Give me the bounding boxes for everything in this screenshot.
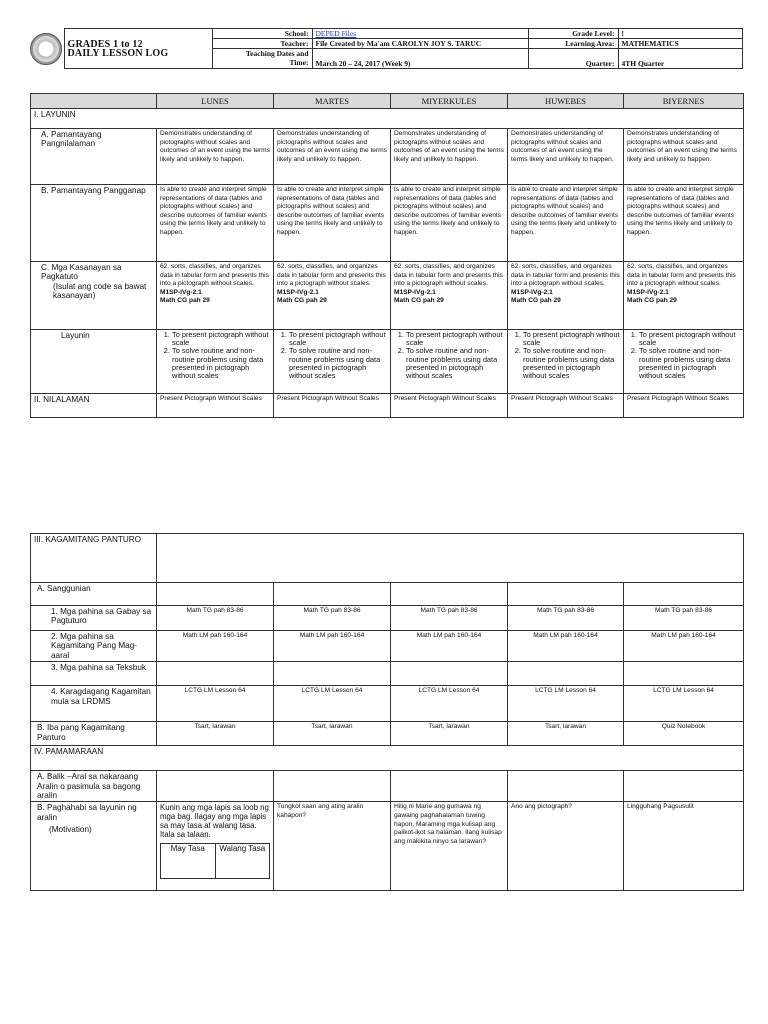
school-link[interactable]: DEPED Files: [315, 29, 357, 38]
grade-label: Grade Level:: [528, 29, 618, 39]
objectives-cell: [624, 330, 744, 394]
tally-col-may-tasa: May Tasa: [161, 844, 216, 879]
content-cell: Demonstrates understanding of pictographs without scales and outcomes of an event using the terms likely and unlikely to happen.: [391, 129, 508, 185]
day-header: LUNES: [157, 94, 274, 109]
content-cell: [624, 262, 744, 330]
competency-ref: Math CG pah 29: [627, 297, 677, 305]
content-cell: Present Pictograph Without Scales: [157, 394, 274, 418]
content-cell: Present Pictograph Without Scales: [391, 394, 508, 418]
area-label: Learning Area:: [528, 39, 618, 49]
content-cell: LCTG LM Lesson 64: [391, 686, 508, 722]
teacher-value: File Created by Ma'am CAROLYN JOY S. TARUC: [312, 39, 528, 49]
motivation-text: Kunin ang mga lapis sa loob ng mga bag. Ilagay ang mga lapis sa may tasa at walang tasa. Itala sa talaan.: [160, 803, 269, 840]
grade-value: I: [618, 29, 742, 39]
objectives-cell: [508, 330, 624, 394]
content-cell: LCTG LM Lesson 64: [508, 686, 624, 722]
content-cell: Math TG pah 83-86: [391, 606, 508, 631]
row-label-pamantayang-pangnilalaman: A. Pamantayang Pangnilalaman: [31, 129, 157, 185]
empty-cell: [391, 583, 508, 606]
empty-cell: [157, 583, 274, 606]
days-header-row: [31, 94, 744, 109]
content-cell: LCTG LM Lesson 64: [274, 686, 391, 722]
content-cell: Demonstrates understanding of pictographs without scales and outcomes of an event using the terms likely and unlikely to happen.: [624, 129, 744, 185]
quarter-value: 4TH Quarter: [618, 49, 742, 69]
objective-2: 2. To solve routine and non-routine problems using data presented in pictograph without scales: [639, 347, 740, 380]
row-label-sanggunian: A. Sanggunian: [31, 583, 157, 606]
content-cell: Present Pictograph Without Scales: [508, 394, 624, 418]
quarter-label: Quarter:: [528, 49, 618, 69]
competency-code: M1SP-IVg-2.1: [627, 288, 669, 296]
competency-text: 62. sorts, classifies, and organizes data in tabular form and presents this into a pictograph without scales.: [511, 263, 620, 288]
objective-1: 1. To present pictograph without scale: [406, 331, 504, 347]
competency-code: M1SP-IVg-2.1: [394, 288, 436, 296]
content-cell: Is able to create and interpret simple representations of data (tables and pictographs without scales) and describe outcomes of familiar events using the terms likely and unlikely to happen.: [157, 185, 274, 262]
deped-seal-logo: [30, 33, 62, 65]
content-cell: Tsart, larawan: [508, 722, 624, 746]
corner-cell: [31, 94, 157, 109]
content-cell: Math LM pah 160-164: [391, 631, 508, 662]
content-cell: Is able to create and interpret simple representations of data (tables and pictographs without scales) and describe outcomes of familiar events using the terms likely and unlikely to happen.: [274, 185, 391, 262]
header-table: [30, 28, 743, 69]
competency-text: 62. sorts, classifies, and organizes data in tabular form and presents this into a pictograph without scales.: [394, 263, 503, 288]
section-layunin-title: I. LAYUNIN: [31, 109, 744, 129]
content-cell: Tsart, larawan: [157, 722, 274, 746]
teacher-label: Teacher:: [212, 39, 312, 49]
content-cell: Math TG pah 83-86: [274, 606, 391, 631]
empty-cell: [624, 771, 744, 802]
content-cell: [508, 262, 624, 330]
section-nilalaman-title: II. NILALAMAN: [31, 394, 157, 418]
content-cell: Math TG pah 83-86: [157, 606, 274, 631]
school-label: School:: [212, 29, 312, 39]
content-cell: Demonstrates understanding of pictographs without scales and outcomes of an event using the terms likely and unlikely to happen.: [508, 129, 624, 185]
competency-ref: Math CG pah 29: [277, 297, 327, 305]
content-cell: Math LM pah 160-164: [157, 631, 274, 662]
title-line1: GRADES 1 to 12: [67, 38, 143, 50]
kasanayan-sub: (Isulat ang code sa bawat kasanayan): [53, 281, 147, 301]
row-label-lrdms: 4. Karagdagang Kagamitan mula sa LRDMS: [31, 686, 157, 722]
competency-code: M1SP-IVg-2.1: [277, 288, 319, 296]
empty-cell: [157, 534, 744, 583]
dates-label-2: Time:: [289, 58, 309, 67]
empty-cell: [274, 662, 391, 686]
content-cell: Math TG pah 83-86: [624, 606, 744, 631]
dates-label: [212, 49, 312, 69]
lesson-table-part1: [30, 93, 744, 418]
section-pamamaraan-title: IV. PAMAMARAAN: [31, 746, 744, 771]
empty-cell: [624, 662, 744, 686]
objective-1: 1. To present pictograph without scale: [172, 331, 270, 347]
empty-cell: [624, 583, 744, 606]
lesson-table-part2: [30, 533, 744, 891]
day-header: BIYERNES: [624, 94, 744, 109]
motivation-cell-monday: [157, 802, 274, 891]
row-label-gabay: 1. Mga pahina sa Gabay sa Pagtuturo: [31, 606, 157, 631]
empty-cell: [508, 583, 624, 606]
day-header: MARTES: [274, 94, 391, 109]
objective-2: 2. To solve routine and non-routine problems using data presented in pictograph without scales: [523, 347, 620, 380]
row-label-pamantayang-pangganap: B. Pamantayang Pangganap: [31, 185, 157, 262]
row-label-paghahabi: [31, 802, 157, 891]
empty-cell: [157, 662, 274, 686]
kasanayan-title: C. Mga Kasanayan sa Pagkatuto: [41, 263, 122, 282]
title-cell: [64, 29, 212, 69]
competency-ref: Math CG pah 29: [160, 297, 210, 305]
motivation-cell-thursday: Ano ang pictograph?: [508, 802, 624, 891]
content-cell: Present Pictograph Without Scales: [624, 394, 744, 418]
competency-ref: Math CG pah 29: [394, 297, 444, 305]
objectives-cell: [274, 330, 391, 394]
empty-cell: [157, 771, 274, 802]
objective-2: 2. To solve routine and non-routine problems using data presented in pictograph without scales: [289, 347, 387, 380]
content-cell: Is able to create and interpret simple representations of data (tables and pictographs without scales) and describe outcomes of familiar events using the terms likely and unlikely to happen.: [391, 185, 508, 262]
competency-code: M1SP-IVg-2.1: [160, 288, 202, 296]
motivation-label: (Motivation): [49, 825, 92, 835]
pencil-tally-table: [160, 843, 270, 879]
content-cell: Demonstrates understanding of pictographs without scales and outcomes of an event using the terms likely and unlikely to happen.: [274, 129, 391, 185]
content-cell: Math LM pah 160-164: [624, 631, 744, 662]
row-label-layunin: Layunin: [31, 330, 157, 394]
section-kagamitan-title: III. KAGAMITANG PANTURO: [31, 534, 157, 583]
competency-text: 62. sorts, classifies, and organizes data in tabular form and presents this into a pictograph without scales.: [277, 263, 386, 288]
row-label-teksbuk: 3. Mga pahina sa Teksbuk: [31, 662, 157, 686]
area-value: MATHEMATICS: [618, 39, 742, 49]
motivation-cell-friday: Lingguhang Pagsusulit: [624, 802, 744, 891]
objective-1: 1. To present pictograph without scale: [639, 331, 740, 347]
content-cell: LCTG LM Lesson 64: [624, 686, 744, 722]
day-header: MIYERKULES: [391, 94, 508, 109]
row-label-kagamitang-pang-mag-aaral: 2. Mga pahina sa Kagamitang Pang Mag-aaral: [31, 631, 157, 662]
paghahabi-label: B. Paghahabi sa layunin ng aralin: [37, 803, 137, 822]
content-cell: Is able to create and interpret simple representations of data (tables and pictographs without scales) and describe outcomes of familiar events using the terms likely and unlikely to happen.: [624, 185, 744, 262]
dates-label-1: Teaching Dates and: [245, 49, 309, 58]
content-cell: Present Pictograph Without Scales: [274, 394, 391, 418]
title-line2: DAILY LESSON LOG: [67, 47, 169, 59]
content-cell: Demonstrates understanding of pictographs without scales and outcomes of an event using the terms likely and unlikely to happen.: [157, 129, 274, 185]
competency-text: 62. sorts, classifies, and organizes data in tabular form and presents this into a pictograph without scales.: [160, 263, 269, 288]
objective-1: 1. To present pictograph without scale: [289, 331, 387, 347]
content-cell: Math LM pah 160-164: [274, 631, 391, 662]
objectives-cell: [157, 330, 274, 394]
empty-cell: [391, 771, 508, 802]
content-cell: Is able to create and interpret simple representations of data (tables and pictographs without scales) and describe outcomes of familiar events using the terms likely and unlikely to happen.: [508, 185, 624, 262]
motivation-cell-wednesday: Hilig ni Marie ang gumawa ng gawaing paghahalaman tuwing hapon. Maraming mga kulisap ang palikot-ikot sa halaman. Ilang kulisap ang makikita ninyo sa larawan?: [391, 802, 508, 891]
tally-col-walang-tasa: Walang Tasa: [215, 844, 270, 879]
objective-2: 2. To solve routine and non-routine problems using data presented in pictograph without scales: [172, 347, 270, 380]
empty-cell: [508, 771, 624, 802]
content-cell: LCTG LM Lesson 64: [157, 686, 274, 722]
row-label-balik-aral: A. Balik –Aral sa nakaraang Aralin o pasimula sa bagong aralin: [31, 771, 157, 802]
empty-cell: [391, 662, 508, 686]
school-value: [312, 29, 528, 39]
objective-1: 1. To present pictograph without scale: [523, 331, 620, 347]
competency-code: M1SP-IVg-2.1: [511, 288, 553, 296]
dates-value: March 20 – 24, 2017 (Week 9): [312, 49, 528, 69]
logo-cell: [30, 29, 64, 69]
content-cell: [391, 262, 508, 330]
content-cell: [157, 262, 274, 330]
empty-cell: [508, 662, 624, 686]
empty-cell: [274, 771, 391, 802]
day-header: HUWEBES: [508, 94, 624, 109]
content-cell: Math LM pah 160-164: [508, 631, 624, 662]
content-cell: Quiz Notebook: [624, 722, 744, 746]
competency-ref: Math CG pah 29: [511, 297, 561, 305]
content-cell: Math TG pah 83-86: [508, 606, 624, 631]
content-cell: [274, 262, 391, 330]
competency-text: 62. sorts, classifies, and organizes data in tabular form and presents this into a pictograph without scales.: [627, 263, 736, 288]
content-cell: Tsart, larawan: [391, 722, 508, 746]
row-label-kasanayan: [31, 262, 157, 330]
content-cell: Tsart, larawan: [274, 722, 391, 746]
objectives-cell: [391, 330, 508, 394]
row-label-iba-pang-kagamitan: B. Iba pang Kagamitang Panturo: [31, 722, 157, 746]
empty-cell: [274, 583, 391, 606]
motivation-cell-tuesday: Tungkol saan ang ating aralin kahapon?: [274, 802, 391, 891]
objective-2: 2. To solve routine and non-routine problems using data presented in pictograph without scales: [406, 347, 504, 380]
